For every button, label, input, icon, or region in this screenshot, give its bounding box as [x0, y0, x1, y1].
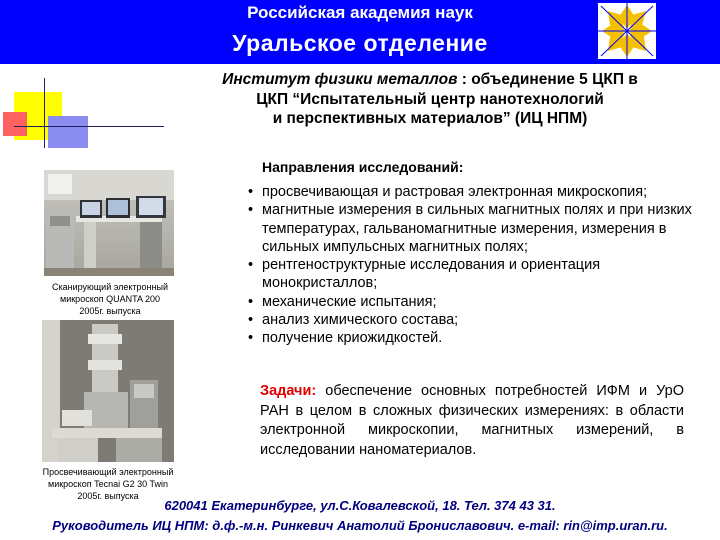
caption-line: 2005г. выпуска	[77, 491, 139, 501]
photo1-caption	[40, 281, 180, 317]
list-item: • рентгеноструктурные исследования и ориентация монокристаллов;	[248, 256, 708, 293]
tasks-label: Задачи:	[260, 383, 317, 399]
tasks-paragraph	[260, 382, 684, 460]
footer-head-contact: Руководитель ИЦ НПМ: д.ф.-м.н. Ринкевич Анатолий Брониславович. e-mail: rin@imp.uran.ru.	[52, 518, 668, 533]
footer-address: 620041 Екатеринбурге, ул.С.Ковалевской, 18. Тел. 374 43 31.	[164, 498, 556, 513]
institute-title	[150, 70, 710, 129]
directions-heading: Направления исследований:	[262, 159, 464, 175]
list-item: • анализ химического состава;	[248, 311, 708, 329]
caption-line: микроскоп QUANTA 200	[60, 294, 160, 304]
directions-list	[248, 183, 708, 348]
institute-title-rest: : объединение 5 ЦКП в	[461, 71, 638, 88]
tasks-text: обеспечение основных потребностей ИФМ и УрО РАН в целом в сложных физических измерениях: в области электронной микроскопии, магнитных измерений, в исследовании наноматериалов.	[260, 383, 684, 458]
list-item: • магнитные измерения в сильных магнитных полях и при низких температурах, гальваномагнитные измерения, измерения в сильных импульсных магнитных полях;	[248, 201, 708, 256]
caption-line: микроскоп Tecnai G2 30 Twin	[48, 479, 168, 489]
list-item: • механические испытания;	[248, 293, 708, 311]
institute-title-line2: ЦКП “Испытательный центр нанотехнологий	[256, 90, 604, 108]
caption-line: Сканирующий электронный	[51, 282, 168, 292]
caption-line: Просвечивающий электронный	[42, 467, 174, 477]
list-item: • просвечивающая и растровая электронная микроскопия;	[248, 183, 708, 201]
ural-branch-emblem-icon	[598, 3, 656, 59]
decor-blue-square	[48, 116, 88, 148]
institute-title-line3: и перспективных материалов” (ИЦ НПМ)	[272, 110, 588, 127]
caption-line: 2005г. выпуска	[79, 306, 141, 316]
list-item: • получение криожидкостей.	[248, 329, 708, 347]
institute-name: Институт физики металлов	[222, 71, 458, 88]
decor-red-square	[3, 112, 27, 136]
branch-name: Уральское отделение	[232, 30, 488, 56]
decor-horizontal-line	[14, 126, 164, 127]
transmission-microscope-photo	[42, 320, 174, 462]
photo2-caption	[33, 466, 183, 502]
org-name: Российская академия наук	[247, 3, 473, 22]
microscope-lab-photo	[44, 170, 174, 276]
decor-vertical-line	[44, 78, 45, 148]
